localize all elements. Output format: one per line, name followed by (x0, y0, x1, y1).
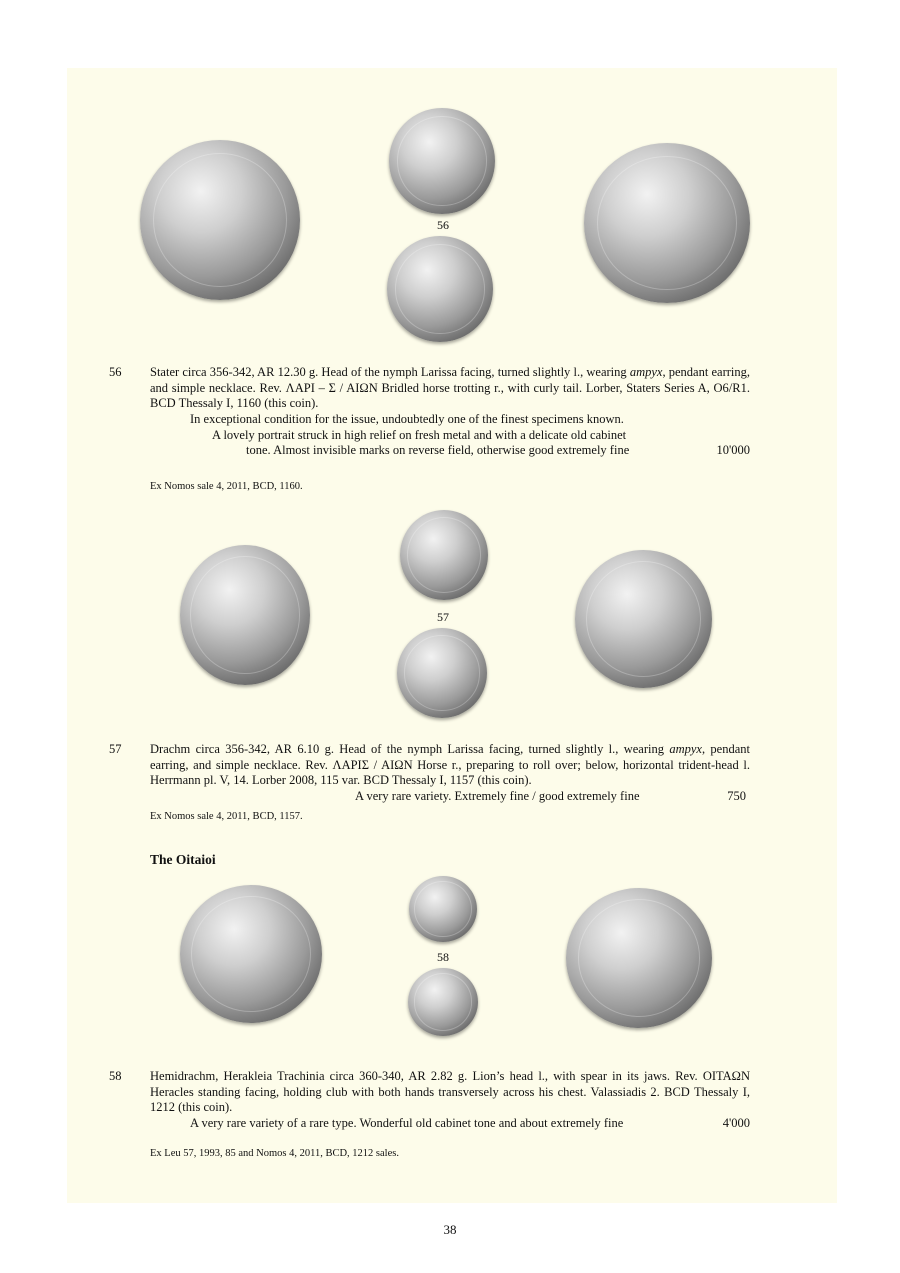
coin-56-obverse-small (389, 108, 495, 214)
provenance-58: Ex Leu 57, 1993, 85 and Nomos 4, 2011, BCD, 1212 sales. (150, 1148, 399, 1159)
coin-58-obverse-large (180, 885, 322, 1023)
lot-remarks-58: A very rare variety of a rare type. Wonderful old cabinet tone and about extremely fine 4'000 (190, 1116, 750, 1130)
coin-56-reverse-small (387, 236, 493, 342)
coin-56-reverse-large (584, 143, 750, 303)
lot-description-57: Drachm circa 356-342, AR 6.10 g. Head of the nymph Larissa facing, turned slightly l., wearing ampyx, pendant earring, and simple necklace. Rev. ΛΑΡΙΣ / ΑΙΩΝ Horse r., preparing to roll over; below, horizontal trident-head l. Herrmann pl. V, 14. Lorber 2008, 115 var. BCD Thessaly I, 1157 (this coin). (150, 742, 751, 787)
price-58: 4'000 (722, 1116, 750, 1130)
lot-remarks-57: A very rare variety. Extremely fine / good extremely fine 750 (355, 789, 746, 803)
lot-description-56: Stater circa 356-342, AR 12.30 g. Head of the nymph Larissa facing, turned slightly l., wearing ampyx, pendant earring, and simple necklace. Rev. ΛΑΡΙ – Σ / ΑΙΩΝ Bridled horse trotting r., with curly tail. Lorber, Staters Series A, O6/R1. BCD Thessaly I, 1160 (this coin). (150, 365, 750, 410)
coin-58-obverse-small (409, 876, 477, 942)
coin-58-reverse-large (566, 888, 712, 1028)
lot-remarks-56: In exceptional condition for the issue, undoubtedly one of the finest specimens known. A lovely portrait struck in high relief on fresh metal and with a delicate old cabinet tone. Almost invisible marks on reverse field, otherwise good extremely fine 10'000 (190, 412, 750, 457)
coin-57-obverse-small (400, 510, 488, 600)
coin-label-58: 58 (437, 950, 449, 964)
coin-label-56: 56 (437, 218, 449, 232)
coin-57-reverse-large (575, 550, 712, 688)
lot-number-58: 58 (109, 1069, 122, 1083)
price-57: 750 (727, 789, 746, 803)
coin-label-57: 57 (437, 610, 449, 624)
lot-number-57: 57 (109, 742, 122, 756)
lot-description-58: Hemidrachm, Herakleia Trachinia circa 360-340, AR 2.82 g. Lion’s head l., with spear in its jaws. Rev. ΟΙΤΑΩΝ Heracles standing facing, holding club with both hands transversely across his chest. Valassiadis 2. BCD Thessaly I, 1212 (this coin). (150, 1069, 750, 1114)
provenance-57: Ex Nomos sale 4, 2011, BCD, 1157. (150, 811, 303, 822)
coin-56-obverse-large (140, 140, 300, 300)
coin-58-reverse-small (408, 968, 478, 1036)
price-56: 10'000 (716, 443, 750, 457)
coin-57-obverse-large (180, 545, 310, 685)
lot-number-56: 56 (109, 365, 122, 379)
section-title: The Oitaioi (150, 852, 216, 867)
provenance-56: Ex Nomos sale 4, 2011, BCD, 1160. (150, 481, 303, 492)
coin-57-reverse-small (397, 628, 487, 718)
page-number: 38 (443, 1222, 457, 1237)
